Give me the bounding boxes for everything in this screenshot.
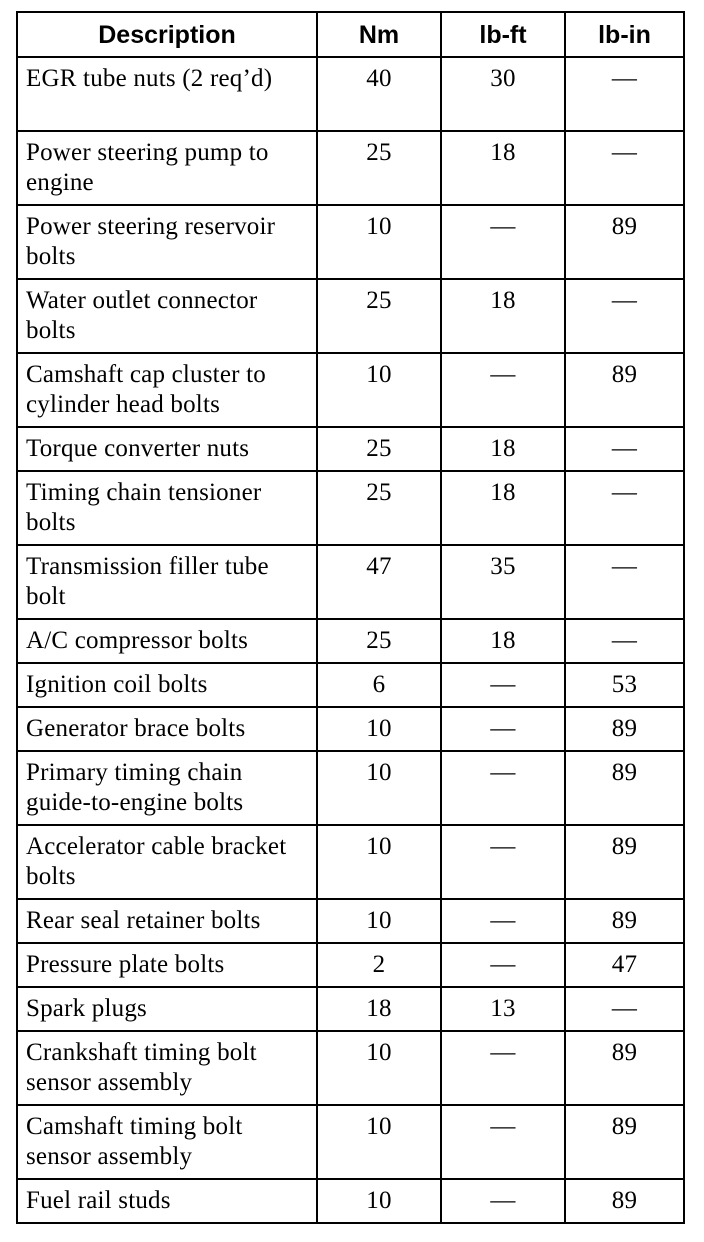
cell-lbft: 13 (441, 987, 565, 1031)
cell-lbin: — (565, 987, 684, 1031)
cell-nm: 25 (317, 471, 441, 545)
table-row (17, 205, 684, 279)
table-row (17, 545, 684, 619)
cell-lbin: — (565, 57, 684, 131)
cell-lbin: — (565, 279, 684, 353)
cell-description: Power steering reservoir bolts (17, 205, 317, 279)
cell-lbft: — (441, 825, 565, 899)
cell-nm: 25 (317, 427, 441, 471)
cell-lbin: 89 (565, 353, 684, 427)
cell-lbft: — (441, 1179, 565, 1223)
cell-description: Torque converter nuts (17, 427, 317, 471)
table-row (17, 353, 684, 427)
cell-lbft: — (441, 707, 565, 751)
cell-lbin: 89 (565, 751, 684, 825)
cell-lbft: — (441, 943, 565, 987)
cell-lbin: — (565, 545, 684, 619)
cell-nm: 2 (317, 943, 441, 987)
cell-lbin: 89 (565, 205, 684, 279)
cell-lbin: 53 (565, 663, 684, 707)
cell-description: Generator brace bolts (17, 707, 317, 751)
table-row (17, 825, 684, 899)
cell-lbft: — (441, 663, 565, 707)
cell-nm: 40 (317, 57, 441, 131)
cell-nm: 10 (317, 1179, 441, 1223)
cell-description: Ignition coil bolts (17, 663, 317, 707)
cell-description: Camshaft timing bolt sensor assembly (17, 1105, 317, 1179)
cell-nm: 25 (317, 279, 441, 353)
cell-description: Crankshaft timing bolt sensor assembly (17, 1031, 317, 1105)
cell-nm: 10 (317, 751, 441, 825)
table-row (17, 619, 684, 663)
cell-nm: 25 (317, 619, 441, 663)
cell-lbin: 47 (565, 943, 684, 987)
cell-lbin: 89 (565, 899, 684, 943)
cell-nm: 18 (317, 987, 441, 1031)
table-row (17, 707, 684, 751)
cell-lbft: — (441, 353, 565, 427)
cell-description: Timing chain tensioner bolts (17, 471, 317, 545)
cell-lbin: 89 (565, 1179, 684, 1223)
cell-nm: 10 (317, 1031, 441, 1105)
table-row (17, 131, 684, 205)
header-lbft: lb-ft (441, 12, 565, 57)
cell-lbin: — (565, 471, 684, 545)
cell-nm: 10 (317, 1105, 441, 1179)
cell-description: Water outlet connector bolts (17, 279, 317, 353)
table-row (17, 427, 684, 471)
cell-lbft: — (441, 1105, 565, 1179)
cell-description: Rear seal retainer bolts (17, 899, 317, 943)
cell-lbft: 18 (441, 427, 565, 471)
cell-lbft: 35 (441, 545, 565, 619)
cell-lbin: — (565, 427, 684, 471)
cell-nm: 10 (317, 353, 441, 427)
cell-nm: 25 (317, 131, 441, 205)
cell-nm: 10 (317, 707, 441, 751)
cell-description: Spark plugs (17, 987, 317, 1031)
cell-nm: 10 (317, 899, 441, 943)
cell-lbft: — (441, 1031, 565, 1105)
table-body (17, 57, 684, 1223)
header-row (17, 12, 684, 57)
cell-description: Pressure plate bolts (17, 943, 317, 987)
table-row (17, 1105, 684, 1179)
cell-description: Fuel rail studs (17, 1179, 317, 1223)
table-row (17, 663, 684, 707)
cell-lbin: 89 (565, 1031, 684, 1105)
cell-nm: 10 (317, 205, 441, 279)
cell-lbft: — (441, 205, 565, 279)
cell-description: Power steering pump to engine (17, 131, 317, 205)
cell-description: A/C compressor bolts (17, 619, 317, 663)
cell-lbft: 30 (441, 57, 565, 131)
table-row (17, 1031, 684, 1105)
header-nm: Nm (317, 12, 441, 57)
table-header (17, 12, 684, 57)
cell-description: Transmission filler tube bolt (17, 545, 317, 619)
table-row (17, 751, 684, 825)
torque-spec-table (16, 11, 685, 1224)
cell-description: Accelerator cable bracket bolts (17, 825, 317, 899)
cell-lbin: 89 (565, 707, 684, 751)
cell-lbft: — (441, 899, 565, 943)
table-row (17, 943, 684, 987)
cell-description: Camshaft cap cluster to cylinder head bolts (17, 353, 317, 427)
cell-lbft: 18 (441, 279, 565, 353)
cell-lbft: 18 (441, 619, 565, 663)
cell-description: EGR tube nuts (2 req’d) (17, 57, 317, 131)
header-lbin: lb-in (565, 12, 684, 57)
header-description: Description (17, 12, 317, 57)
cell-lbin: 89 (565, 1105, 684, 1179)
cell-nm: 6 (317, 663, 441, 707)
cell-nm: 47 (317, 545, 441, 619)
table-row (17, 1179, 684, 1223)
table-row (17, 471, 684, 545)
cell-lbin: — (565, 131, 684, 205)
table-row (17, 987, 684, 1031)
cell-lbft: — (441, 751, 565, 825)
table-row (17, 279, 684, 353)
cell-nm: 10 (317, 825, 441, 899)
cell-lbft: 18 (441, 471, 565, 545)
cell-lbin: 89 (565, 825, 684, 899)
cell-description: Primary timing chain guide-to-engine bolts (17, 751, 317, 825)
cell-lbft: 18 (441, 131, 565, 205)
cell-lbin: — (565, 619, 684, 663)
table-row (17, 899, 684, 943)
table-row (17, 57, 684, 131)
